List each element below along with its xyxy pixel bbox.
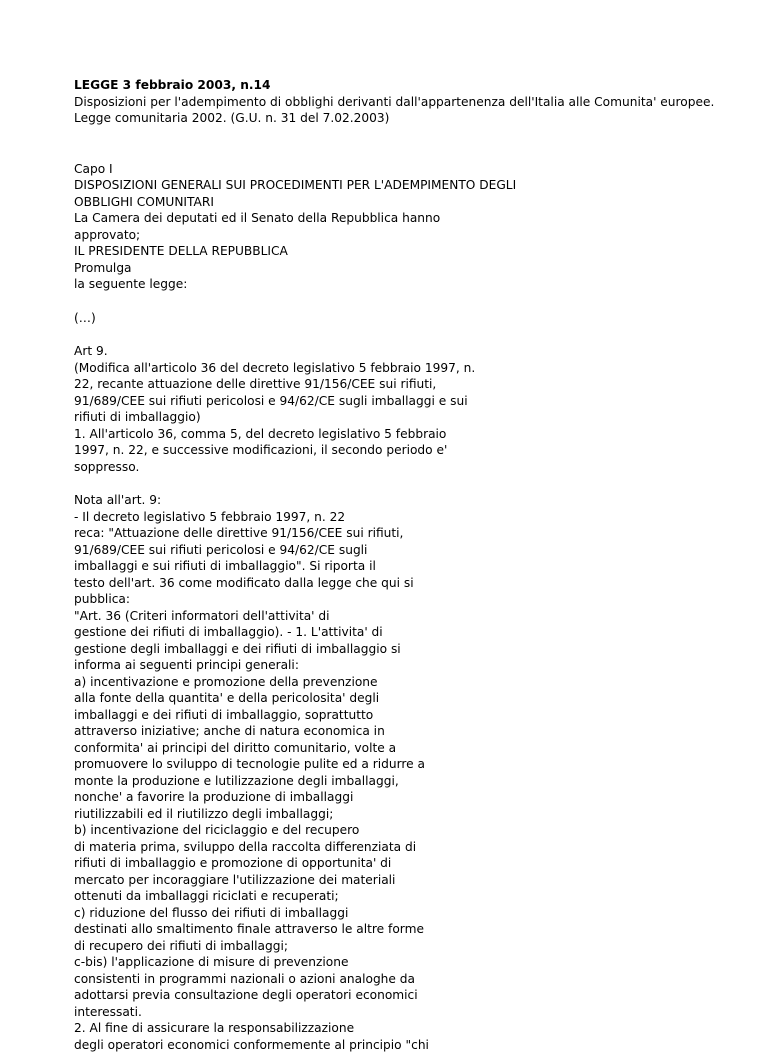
note-line: c-bis) l'applicazione di misure di prevenzione xyxy=(74,954,734,971)
note-line: - Il decreto legislativo 5 febbraio 1997, n. 22 xyxy=(74,509,734,526)
note-line: di recupero dei rifiuti di imballaggi; xyxy=(74,938,734,955)
note-line: reca: "Attuazione delle direttive 91/156/CEE sui rifiuti, xyxy=(74,525,734,542)
note-line: attraverso iniziative; anche di natura economica in xyxy=(74,723,734,740)
note-line: c) riduzione del flusso dei rifiuti di imballaggi xyxy=(74,905,734,922)
spacer xyxy=(74,127,734,161)
chapter-title-line: DISPOSIZIONI GENERALI SUI PROCEDIMENTI PER L'ADEMPIMENTO DEGLI xyxy=(74,177,734,194)
article-line: 91/689/CEE sui rifiuti pericolosi e 94/62/CE sugli imballaggi e sui xyxy=(74,393,734,410)
note-line: a) incentivazione e promozione della prevenzione xyxy=(74,674,734,691)
note-line: conformita' ai principi del diritto comunitario, volte a xyxy=(74,740,734,757)
note-line: consistenti in programmi nazionali o azioni analoghe da xyxy=(74,971,734,988)
note-line: interessati. xyxy=(74,1004,734,1021)
omission-marker: (…) xyxy=(74,310,734,327)
note-line: pubblica: xyxy=(74,591,734,608)
note-line: riutilizzabili ed il riutilizzo degli imballaggi; xyxy=(74,806,734,823)
chapter-title-line: OBBLIGHI COMUNITARI xyxy=(74,194,734,211)
article-heading: Art 9. xyxy=(74,343,734,360)
law-title: LEGGE 3 febbraio 2003, n.14 xyxy=(74,77,734,94)
note-line: testo dell'art. 36 come modificato dalla legge che qui si xyxy=(74,575,734,592)
article-line: rifiuti di imballaggio) xyxy=(74,409,734,426)
note-line: gestione dei rifiuti di imballaggio). - 1. L'attivita' di xyxy=(74,624,734,641)
note-line: ottenuti da imballaggi riciclati e recuperati; xyxy=(74,888,734,905)
article-line: 1. All'articolo 36, comma 5, del decreto legislativo 5 febbraio xyxy=(74,426,734,443)
preamble-line: La Camera dei deputati ed il Senato della Repubblica hanno xyxy=(74,210,734,227)
note-line: degli operatori economici conformemente al principio "chi xyxy=(74,1037,734,1053)
note-line: alla fonte della quantita' e della pericolosita' degli xyxy=(74,690,734,707)
note-line: 2. Al fine di assicurare la responsabilizzazione xyxy=(74,1020,734,1037)
note-line: nonche' a favorire la produzione di imballaggi xyxy=(74,789,734,806)
document-page xyxy=(74,77,734,1053)
preamble-line: IL PRESIDENTE DELLA REPUBBLICA xyxy=(74,243,734,260)
article-line: (Modifica all'articolo 36 del decreto legislativo 5 febbraio 1997, n. xyxy=(74,360,734,377)
note-line: 91/689/CEE sui rifiuti pericolosi e 94/62/CE sugli xyxy=(74,542,734,559)
spacer xyxy=(74,326,734,343)
law-subtitle-line: Legge comunitaria 2002. (G.U. n. 31 del 7.02.2003) xyxy=(74,110,734,127)
preamble-section xyxy=(74,161,734,293)
note-line: "Art. 36 (Criteri informatori dell'attivita' di xyxy=(74,608,734,625)
note-line: promuovere lo sviluppo di tecnologie pulite ed a ridurre a xyxy=(74,756,734,773)
preamble-line: la seguente legge: xyxy=(74,276,734,293)
note-line: gestione degli imballaggi e dei rifiuti di imballaggio si xyxy=(74,641,734,658)
note-line: imballaggi e dei rifiuti di imballaggio, soprattutto xyxy=(74,707,734,724)
note-line: adottarsi previa consultazione degli operatori economici xyxy=(74,987,734,1004)
note-line: informa ai seguenti principi generali: xyxy=(74,657,734,674)
article-line: 1997, n. 22, e successive modificazioni, il secondo periodo e' xyxy=(74,442,734,459)
note-line: rifiuti di imballaggio e promozione di opportunita' di xyxy=(74,855,734,872)
spacer xyxy=(74,475,734,492)
note-section xyxy=(74,492,734,1053)
article-section xyxy=(74,343,734,475)
article-line: 22, recante attuazione delle direttive 91/156/CEE sui rifiuti, xyxy=(74,376,734,393)
note-line: di materia prima, sviluppo della raccolta differenziata di xyxy=(74,839,734,856)
spacer xyxy=(74,293,734,310)
preamble-line: Promulga xyxy=(74,260,734,277)
note-line: imballaggi e sui rifiuti di imballaggio". Si riporta il xyxy=(74,558,734,575)
note-heading: Nota all'art. 9: xyxy=(74,492,734,509)
note-line: monte la produzione e lutilizzazione degli imballaggi, xyxy=(74,773,734,790)
note-line: destinati allo smaltimento finale attraverso le altre forme xyxy=(74,921,734,938)
law-subtitle-line: Disposizioni per l'adempimento di obblighi derivanti dall'appartenenza dell'Italia alle Comunita' europee. xyxy=(74,94,734,111)
preamble-line: approvato; xyxy=(74,227,734,244)
document-header xyxy=(74,77,734,127)
chapter-heading: Capo I xyxy=(74,161,734,178)
article-line: soppresso. xyxy=(74,459,734,476)
note-line: mercato per incoraggiare l'utilizzazione dei materiali xyxy=(74,872,734,889)
note-line: b) incentivazione del riciclaggio e del recupero xyxy=(74,822,734,839)
